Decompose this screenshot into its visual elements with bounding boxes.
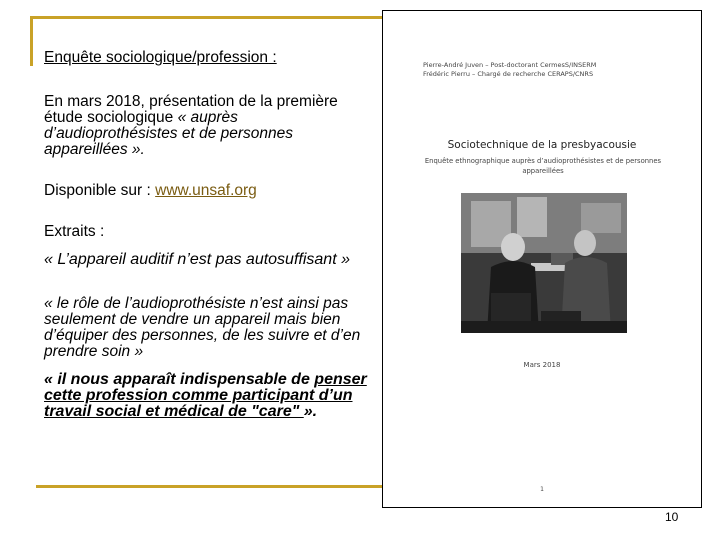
slide-title-text: Enquête sociologique/profession	[44, 49, 269, 66]
quote-2: « le rôle de l’audioprothésiste n’est ainsi pas seulement de vendre un appareil mais bien d’équiper des personnes, de les suivre et d’en prendre soin »	[44, 295, 361, 360]
document-cover-thumbnail	[382, 10, 702, 508]
left-accent-rule	[30, 16, 33, 66]
intro-paragraph	[44, 94, 374, 158]
top-accent-rule	[30, 16, 382, 19]
document-author-2: Frédéric Pierru – Chargé de recherche CERAPS/CNRS	[423, 70, 594, 78]
quote-3-underlined: penser cette profession comme participant d’un travail social et médical de "care"	[44, 371, 367, 420]
bottom-accent-rule	[36, 485, 382, 488]
quote-3	[44, 372, 374, 420]
cover-photo	[461, 193, 627, 333]
document-page-number: 1	[540, 486, 544, 493]
slide-title-suffix: :	[268, 49, 277, 66]
slide-page-number: 10	[665, 510, 679, 524]
document-authors	[423, 61, 596, 79]
document-date: Mars 2018	[523, 361, 561, 369]
quote-3-part-3: ».	[303, 403, 318, 420]
document-title: Sociotechnique de la presbyacousie	[447, 139, 637, 151]
intro-italic-text: « auprès d’audioprothésistes et de personnes appareillées ».	[44, 109, 294, 158]
availability-label: Disponible sur :	[44, 182, 156, 199]
availability-line	[44, 183, 374, 199]
document-subtitle: Enquête ethnographique auprès d’audioprothésistes et de personnes appareillées	[424, 157, 662, 175]
quote-1: « L’appareil auditif n’est pas autosuffisant »	[44, 251, 350, 268]
extracts-label: Extraits :	[44, 223, 105, 240]
cover-photo-illustration	[461, 193, 627, 333]
document-author-1: Pierre-André Juven – Post-doctorant CermesS/INSERM	[423, 61, 597, 69]
slide-title	[44, 50, 374, 66]
unsaf-link[interactable]: www.unsaf.org	[155, 182, 257, 199]
intro-text: En mars 2018, présentation de la première étude sociologique	[44, 93, 338, 126]
quote-3-part-1: « il nous apparaît indispensable de	[44, 371, 315, 388]
